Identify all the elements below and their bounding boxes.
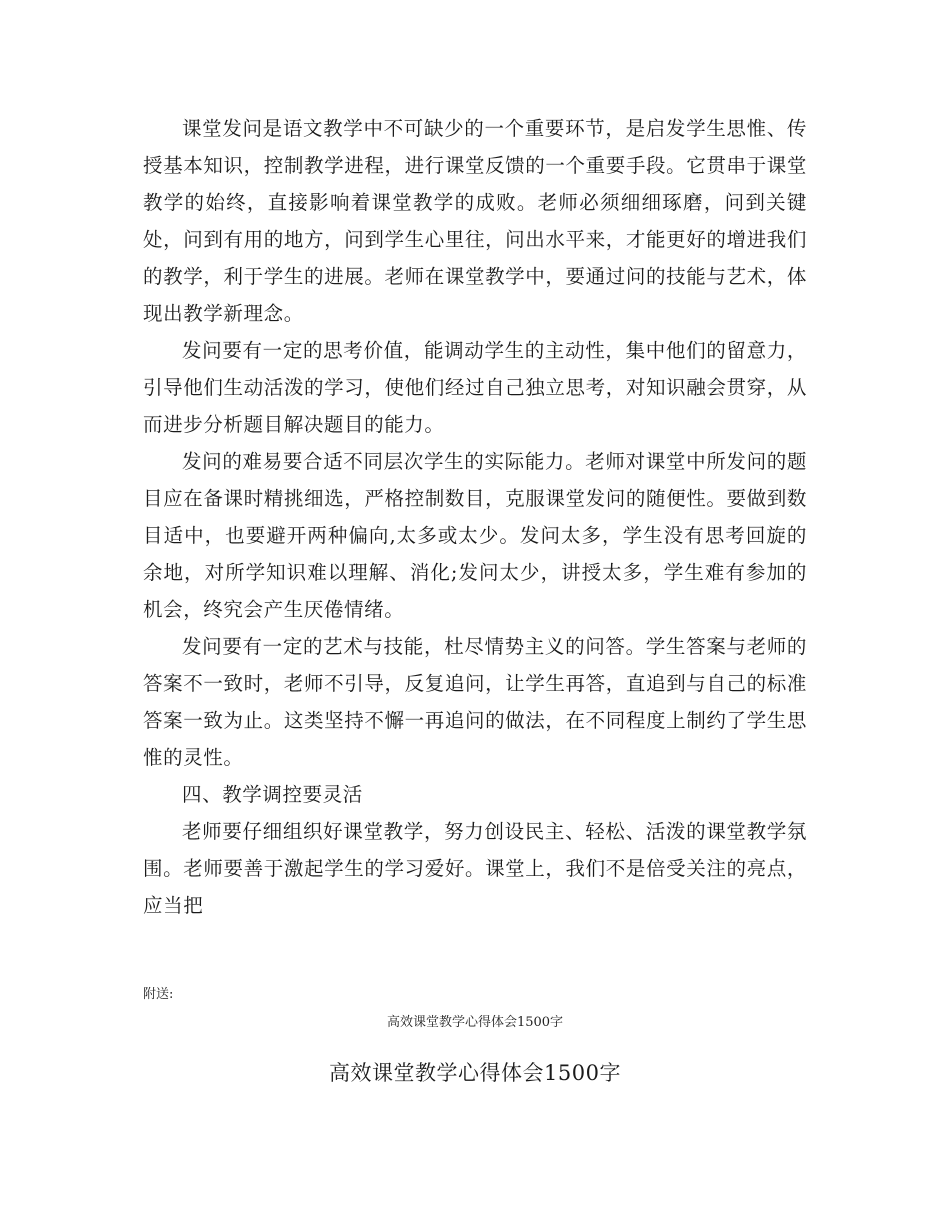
paragraph-thinking-value: 发问要有一定的思考价值，能调动学生的主动性，集中他们的留意力，引导他们生动活泼的学习，使他们经过自己独立思考，对知识融会贯穿，从而进步分析题目解决题目的能力。 <box>143 339 807 436</box>
section-heading: 四、教学调控要灵活 <box>182 783 363 806</box>
body-text <box>143 110 807 924</box>
paragraph-art-and-skill: 发问要有一定的艺术与技能，杜尽情势主义的问答。学生答案与老师的答案不一致时，老师不引导，反复追问，让学生再答，直追到与自己的标准答案一致为止。这类坚持不懈一再追问的做法，在不同程度上制约了学生思惟的灵性。 <box>143 635 807 769</box>
appendix-label: 附送: <box>143 987 174 1002</box>
appendix-small-title: 高效课堂教学心得体会1500字 <box>386 1015 564 1030</box>
paragraph-difficulty-level: 发问的难易要合适不同层次学生的实际能力。老师对课堂中所发问的题目应在备课时精挑细选，严格控制数目，克服课堂发问的随便性。要做到数目适中，也要避开两种偏向,太多或太少。发问太多，学生没有思考回旋的余地，对所学知识难以理解、消化;发问太少，讲授太多，学生难有参加的机会，终究会产生厌倦情绪。 <box>143 450 807 621</box>
appendix-main-title: 高效课堂教学心得体会1500字 <box>329 1061 621 1085</box>
paragraph-classroom-organization: 老师要仔细组织好课堂教学，努力创设民主、轻松、活泼的课堂教学氛围。老师要善于激起学生的学习爱好。课堂上，我们不是倍受关注的亮点，应当把 <box>143 820 807 917</box>
paragraph-questioning-importance: 课堂发问是语文教学中不可缺少的一个重要环节，是启发学生思惟、传授基本知识，控制教学进程，进行课堂反馈的一个重要手段。它贯串于课堂教学的始终，直接影响着课堂教学的成败。老师必须细细琢磨，问到关键处，问到有用的地方，问到学生心里往，问出水平来，才能更好的增进我们的教学，利于学生的进展。老师在课堂教学中，要通过问的技能与艺术，体现出教学新理念。 <box>143 117 807 325</box>
